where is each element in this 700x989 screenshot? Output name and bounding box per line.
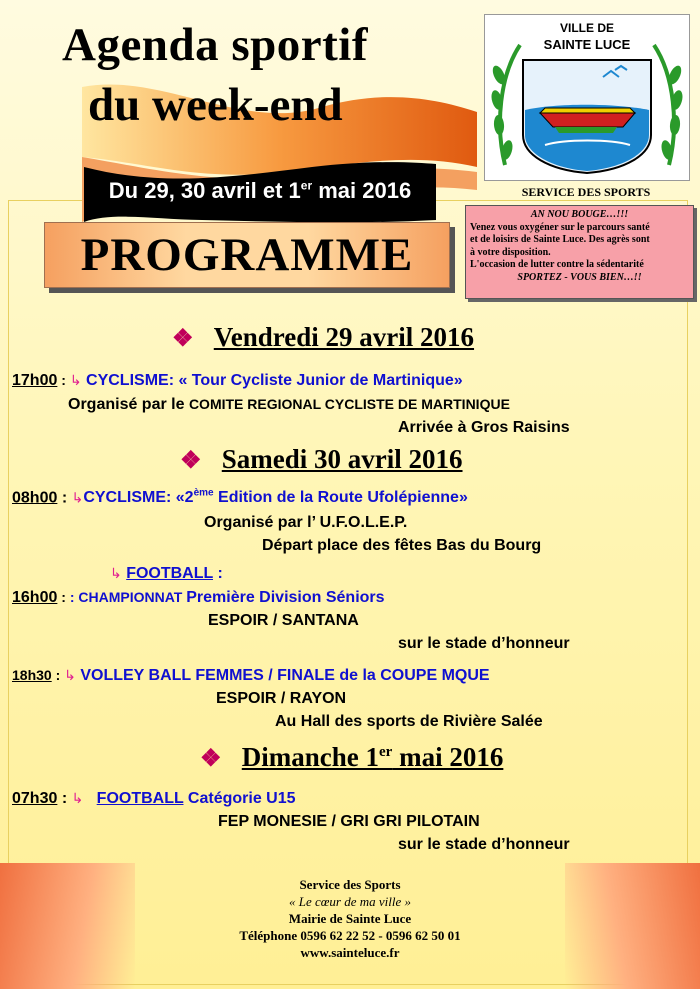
arrow-bullet-icon: ↳ [64,667,76,683]
event-title: VOLLEY BALL FEMMES / FINALE de la COUPE MQUE [80,667,490,684]
footer-line: Service des Sports [299,877,401,892]
day-heading-saturday: ❖ Samedi 30 avril 2016 [180,444,463,474]
page-title-line-2: du week-end [88,79,343,131]
event-time: 17h00 [12,372,58,389]
day-heading-sunday: ❖ Dimanche 1er mai 2016 [200,742,504,772]
footer-decor-right [565,863,700,989]
arrow-bullet-icon: ↳ [71,790,84,806]
event-time: 16h00 [12,589,58,606]
event-location: Au Hall des sports de Rivière Salée [275,713,543,730]
diamond-bullet-icon: ❖ [200,746,222,772]
event-football-seniors: 16h00 : : CHAMPIONNAT Première Division Séniors [12,589,385,606]
logo-text-sainte-luce: SAINTE LUCE [543,37,631,52]
notice-line: L'occasion de lutter contre la sédentarité [470,259,644,270]
city-logo [484,14,690,181]
programme-heading: PROGRAMME [80,229,414,281]
diamond-bullet-icon: ❖ [172,326,194,352]
diamond-bullet-icon: ❖ [180,448,202,474]
arrow-bullet-icon: ↳ [110,565,122,581]
arrow-bullet-icon: ↳ [69,372,82,388]
event-location: Départ place des fêtes Bas du Bourg [262,537,542,554]
event-time: 07h30 [12,790,58,807]
event-route-ufolep: 08h00 : ↳CYCLISME: «2ème Edition de la Route Ufolépienne» [12,488,468,507]
footer-slogan: « Le cœur de ma ville » [288,894,412,909]
programme-banner [44,222,450,288]
event-location: Arrivée à Gros Raisins [398,419,570,436]
service-label: SERVICE DES SPORTS [521,185,651,199]
event-volleyball: 18h30 : ↳ VOLLEY BALL FEMMES / FINALE de la COUPE MQUE [12,667,490,684]
event-match: ESPOIR / RAYON [216,690,347,707]
notice-line: SPORTEZ - VOUS BIEN…!! [517,271,642,283]
date-range: Du 29, 30 avril et 1er mai 2016 [108,178,412,203]
logo-text-ville: VILLE DE [559,21,614,35]
event-time: 08h00 [12,489,58,507]
arrow-bullet-icon: ↳ [71,489,84,506]
footer-line: Mairie de Sainte Luce [288,911,412,926]
event-time: 18h30 [12,667,52,683]
event-organizer: Organisé par l’ U.F.O.L.E.P. [204,514,408,531]
event-cycling-junior: 17h00 : ↳ CYCLISME: « Tour Cycliste Junior de Martinique» [12,372,463,389]
footer-contact [140,876,560,961]
health-course-notice [465,205,694,299]
event-football-heading: ↳ FOOTBALL : [110,565,223,582]
footer-decor-left [0,863,135,989]
notice-line: Venez vous oxygéner sur le parcours santé [470,221,650,233]
event-title: CYCLISME: « Tour Cycliste Junior de Martinique» [86,372,463,389]
footer-phone: Téléphone 0596 62 22 52 - 0596 62 50 01 [239,928,461,943]
event-match: ESPOIR / SANTANA [208,612,359,629]
event-location: sur le stade d’honneur [398,635,570,652]
event-football-u15: 07h30 : ↳ FOOTBALL Catégorie U15 [12,790,296,807]
page-title-line-1: Agenda sportif [62,19,368,71]
footer-website[interactable]: www.sainteluce.fr [300,945,400,960]
event-match: FEP MONESIE / GRI GRI PILOTAIN [218,813,480,830]
day-heading-friday: ❖ Vendredi 29 avril 2016 [172,322,475,352]
notice-line: et de loisirs de Sainte Luce. Des agrès sont [470,234,650,245]
notice-line: à votre disposition. [470,246,551,258]
event-location: sur le stade d’honneur [398,836,570,853]
event-title: CYCLISME: «2ème Edition de la Route Ufolépienne» [83,488,468,507]
notice-line: AN NOU BOUGE…!!! [530,209,629,220]
event-organizer: Organisé par le COMITE REGIONAL CYCLISTE DE MARTINIQUE [68,396,510,413]
